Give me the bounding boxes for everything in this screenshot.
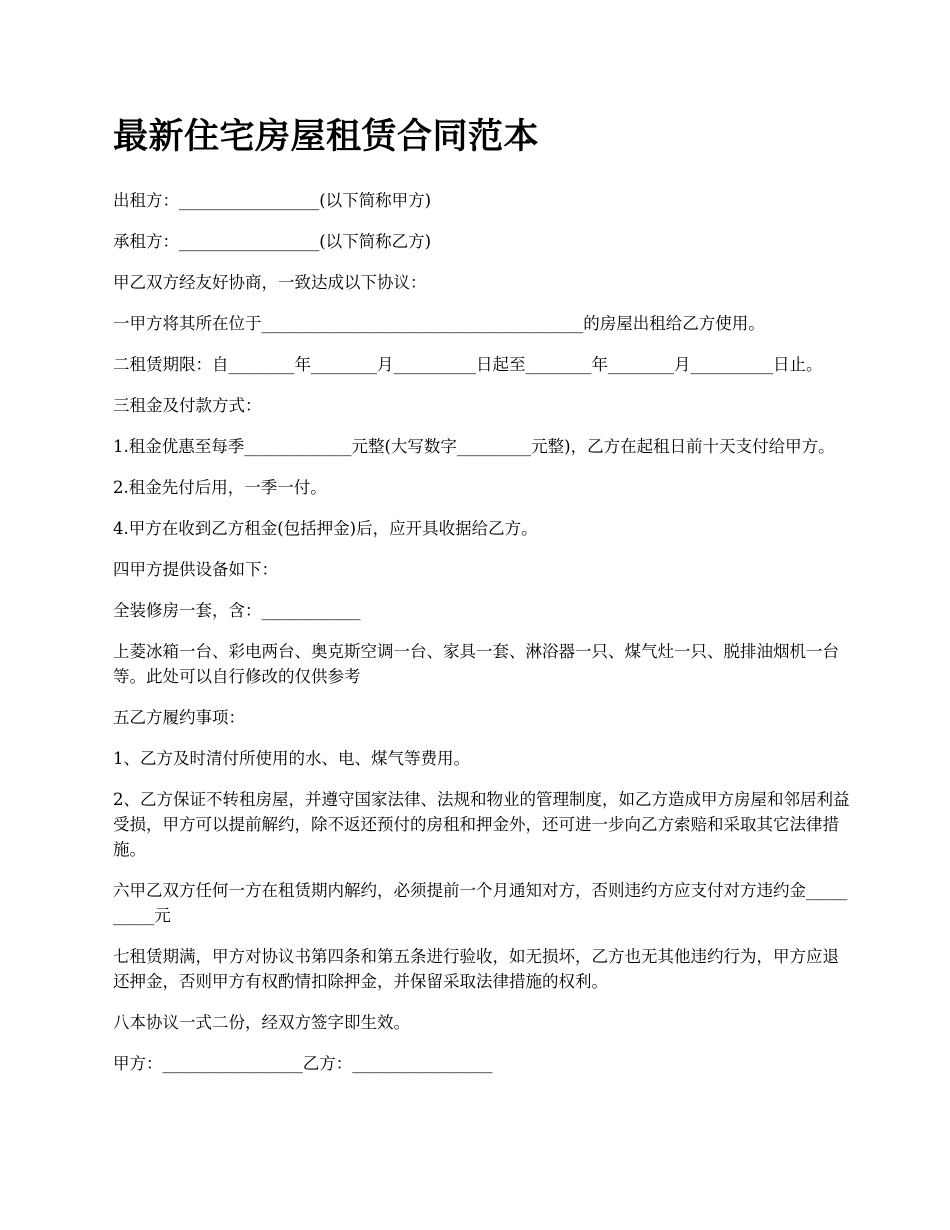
- clause-4-item-2: 上菱冰箱一台、彩电两台、奥克斯空调一台、家具一套、淋浴器一只、煤气灶一只、脱排油烟机一台等。此处可以自行修改的仅供参考: [113, 642, 839, 686]
- clause-8-effective: 八本协议一式二份，经双方签字即生效。: [113, 1013, 410, 1032]
- document-title: 最新住宅房屋租赁合同范本: [113, 117, 540, 157]
- clause-4-item-1: 全装修房一套，含：____________: [113, 601, 361, 620]
- clause-7-expiry: 七租赁期满，甲方对协议书第四条和第五条进行验收，如无损坏，乙方也无其他违约行为，甲方应退还押金，否则甲方有权酌情扣除押金，并保留采取法律措施的权利。: [113, 947, 839, 991]
- clause-5-item-2: 2、乙方保证不转租房屋，并遵守国家法律、法规和物业的管理制度，如乙方造成甲方房屋和邻居利益受损，甲方可以提前解约，除不返还预付的房租和押金外，还可进一步向乙方索赔和采取其它法律措施。: [113, 790, 850, 859]
- clause-5-heading: 五乙方履约事项：: [113, 708, 245, 727]
- clause-3-item-1: 1.租金优惠至每季_____________元整(大写数字_________元整)，乙方在起租日前十天支付给甲方。: [113, 437, 835, 456]
- lessor-line: 出租方：_________________(以下简称甲方): [113, 191, 432, 210]
- clause-3-item-4: 4.甲方在收到乙方租金(包括押金)后，应开具收据给乙方。: [113, 519, 538, 538]
- clause-4-heading: 四甲方提供设备如下：: [113, 560, 278, 579]
- clause-3-item-2: 2.租金先付后用，一季一付。: [113, 478, 327, 497]
- signature-line: 甲方：_________________乙方：_________________: [113, 1054, 493, 1073]
- clause-1-location: 一甲方将其所在位于_______________________________________的房屋出租给乙方使用。: [113, 314, 765, 333]
- agreement-intro: 甲乙双方经友好协商，一致达成以下协议：: [113, 273, 427, 292]
- clause-2-term: 二租赁期限：自________年________月__________日起至________年________月__________日止。: [113, 355, 823, 374]
- clause-5-item-1: 1、乙方及时清付所使用的水、电、煤气等费用。: [113, 749, 470, 768]
- clause-3-heading: 三租金及付款方式：: [113, 396, 262, 415]
- lessee-line: 承租方：_________________(以下简称乙方): [113, 232, 432, 251]
- document-page: [113, 112, 853, 1092]
- clause-6-termination: 六甲乙双方任何一方在租赁期内解约，必须提前一个月通知对方，否则违约方应支付对方违约金__________元: [113, 881, 848, 925]
